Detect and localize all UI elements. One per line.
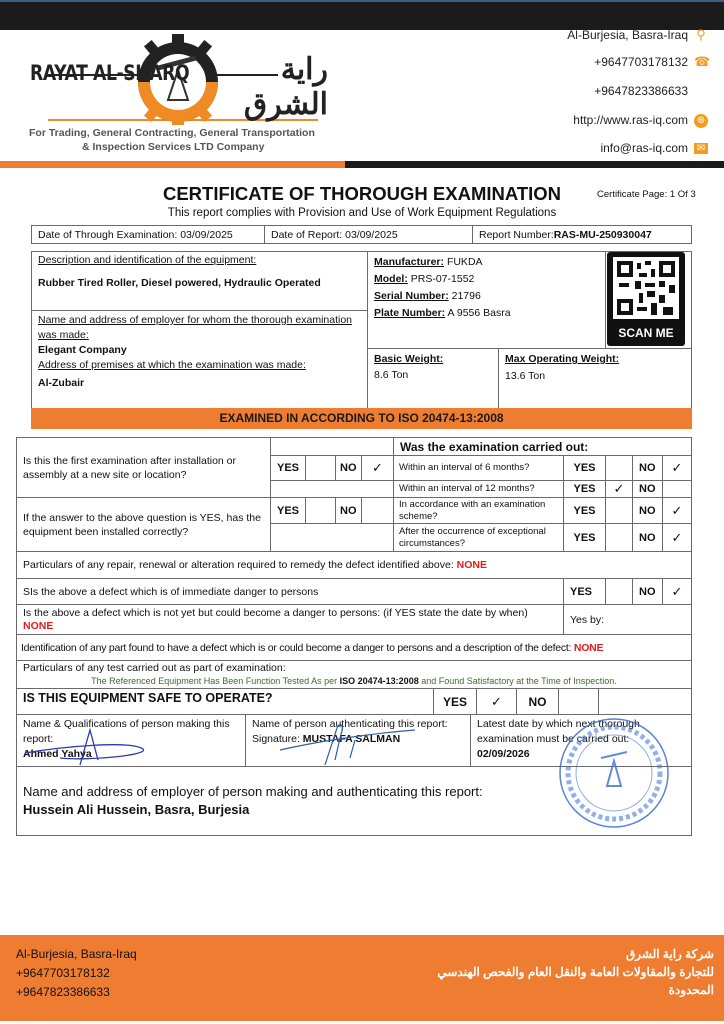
logo-text-en: RAYAT AL-SHARQ — [30, 61, 190, 85]
certificate-page-number: Certificate Page: 1 Of 3 — [597, 189, 696, 200]
report-date — [264, 225, 473, 244]
scheme-no[interactable]: NO — [632, 497, 663, 524]
interval-12-no-box[interactable] — [662, 480, 692, 498]
exceptional-yes-box[interactable] — [605, 523, 633, 552]
future-danger-text: Is the above a defect which is not yet but could become a danger to persons: (if YES state the date by when) — [23, 606, 528, 619]
future-danger — [16, 604, 564, 635]
serial-label: Serial Number: — [374, 290, 449, 302]
immediate-danger-no[interactable]: NO — [632, 578, 663, 605]
safe-no-box[interactable] — [558, 688, 599, 715]
manufacturer-value: FUKDA — [446, 256, 483, 268]
scheme-yes-box[interactable] — [605, 497, 633, 524]
exceptional-no-check[interactable]: ✓ — [662, 523, 692, 552]
manufacturer-label: Manufacturer: — [374, 256, 445, 268]
blank-cell — [598, 688, 692, 715]
scan-me-label: SCAN ME — [618, 326, 674, 340]
blank-cell — [270, 523, 394, 552]
safe-no[interactable]: NO — [516, 688, 559, 715]
employer-block-value: Hussein Ali Hussein, Basra, Burjesia — [23, 802, 250, 817]
identification-label: Identification of any part found to have a defect which is or could become a danger to persons and a description of the defect: — [21, 641, 574, 654]
tests-iso: ISO 20474-13:2008 — [339, 676, 419, 686]
report-date-text: Date of Report: 03/09/2025 — [271, 228, 398, 241]
immediate-danger-text: SIs the above a defect which is of immediate danger to persons — [23, 585, 319, 598]
logo-text-ar: راية الشرق — [243, 53, 328, 121]
contact-phone-2[interactable]: +9647823386633 — [594, 84, 688, 98]
safe-question-text: IS THIS EQUIPMENT SAFE TO OPERATE? — [23, 691, 273, 705]
footer-address: Al-Burjesia, Basra-Iraq — [16, 947, 137, 961]
next-exam-date: 02/09/2026 — [477, 748, 530, 760]
employer-block-label: Name and address of employer of person making and authenticating this report: — [23, 784, 483, 799]
first-exam-no[interactable]: NO — [335, 455, 362, 481]
report-number — [472, 225, 692, 244]
interval-text: In accordance with an examination scheme? — [399, 499, 546, 522]
plate-label: Plate Number: — [374, 307, 446, 319]
employer-label: Name and address of employer for whom the thorough examination was made: — [38, 314, 353, 341]
contact-address: Al-Burjesia, Basra-Iraq — [567, 28, 688, 42]
basic-weight — [367, 348, 499, 409]
safe-yes[interactable]: YES — [433, 688, 477, 715]
interval-12-months — [393, 480, 564, 498]
interval-text: Within an interval of 6 months? — [399, 462, 530, 474]
carried-out-title-text: Was the examination carried out: — [400, 439, 589, 454]
header-divider-black — [345, 161, 724, 168]
identification-value: NONE — [573, 641, 604, 654]
equipment-description-label: Description and identification of the equipment: — [38, 254, 257, 266]
future-danger-value: NONE — [23, 619, 54, 632]
interval-12-no[interactable]: NO — [632, 480, 663, 498]
auth-label: Name of person authenticating this report: — [252, 718, 448, 730]
installed-yes[interactable]: YES — [270, 497, 306, 524]
tests-text-post: and Found Satisfactory at the Time of Inspection. — [418, 676, 617, 686]
auth-signature-label: Signature: — [252, 733, 303, 745]
iso-banner: EXAMINED IN ACCORDING TO ISO 20474-13:2008 — [31, 408, 692, 429]
carried-out-title — [393, 437, 692, 456]
plate-value: A 9556 Basra — [447, 307, 511, 319]
company-logo — [28, 30, 328, 125]
tests-text-pre: The Referenced Equipment Has Been Function Tested As per — [91, 676, 340, 686]
first-exam-yes-box[interactable] — [305, 455, 336, 481]
installed-yes-box[interactable] — [305, 497, 336, 524]
max-weight-label: Max Operating Weight: — [505, 353, 620, 365]
interval-12-yes[interactable]: YES — [563, 480, 606, 498]
yes-by-label: Yes by: — [570, 613, 605, 626]
premises-label: Address of premises at which the examination was made: — [38, 359, 306, 371]
blank-cell — [270, 480, 394, 498]
exam-date-text: Date of Through Examination: 03/09/2025 — [38, 228, 233, 241]
interval-exceptional — [393, 523, 564, 552]
repair-particulars — [16, 551, 692, 579]
safe-yes-check[interactable]: ✓ — [476, 688, 517, 715]
blank-cell — [270, 437, 394, 456]
max-weight-value: 13.6 Ton — [505, 370, 546, 382]
auth-name: MUSTAFA SALMAN — [302, 733, 401, 745]
page-title: CERTIFICATE OF THOROUGH EXAMINATION — [162, 183, 562, 204]
model-value: PRS-07-1552 — [410, 273, 475, 285]
footer — [0, 935, 724, 1021]
footer-phone-1[interactable]: +9647703178132 — [16, 966, 110, 980]
next-exam-label: Latest date by which next thorough examination must be carried out: — [477, 718, 640, 745]
maker-signature — [20, 725, 150, 770]
question-installed-correctly — [16, 497, 271, 552]
footer-arabic-2: للتجارة والمقاولات العامة والنقل العام والفحص الهندسي — [437, 965, 714, 979]
question-installed-correctly-text: If the answer to the above question is YES, has the equipment been installed correctly? — [23, 511, 261, 538]
immediate-danger — [16, 578, 564, 605]
question-first-exam — [16, 437, 271, 498]
exceptional-no[interactable]: NO — [632, 523, 663, 552]
equipment-description-value: Rubber Tired Roller, Diesel powered, Hydraulic Operated — [38, 277, 321, 289]
first-exam-no-check[interactable]: ✓ — [361, 455, 394, 481]
contact-email[interactable]: info@ras-iq.com — [600, 141, 688, 155]
immediate-danger-yes[interactable]: YES — [563, 578, 606, 605]
contact-phone-1[interactable]: +9647703178132 — [594, 55, 688, 69]
scheme-no-check[interactable]: ✓ — [662, 497, 692, 524]
premises-value: Al-Zubair — [38, 377, 85, 389]
maker-name: Ahmed Yahya — [23, 748, 92, 760]
exceptional-yes[interactable]: YES — [563, 523, 606, 552]
employer-details — [31, 310, 368, 409]
authenticator-signature — [275, 720, 425, 770]
location-pin-icon: ⚲ — [696, 27, 706, 42]
mail-icon: ✉ — [694, 143, 708, 154]
test-particulars — [16, 660, 692, 689]
interval-6-months — [393, 455, 564, 481]
interval-6-yes-box[interactable] — [605, 455, 633, 481]
phone-icon: ☎ — [694, 54, 711, 69]
interval-text: Within an interval of 12 months? — [399, 483, 535, 495]
qr-code[interactable] — [607, 252, 685, 346]
interval-scheme — [393, 497, 564, 524]
scheme-yes[interactable]: YES — [563, 497, 606, 524]
first-exam-yes[interactable]: YES — [270, 455, 306, 481]
installed-no[interactable]: NO — [335, 497, 362, 524]
installed-no-box[interactable] — [361, 497, 394, 524]
equipment-description — [31, 251, 368, 311]
model-label: Model: — [374, 273, 408, 285]
maker-label: Name & Qualifications of person making this report: — [23, 718, 230, 745]
footer-phone-2[interactable]: +9647823386633 — [16, 985, 110, 999]
tagline-line-1: For Trading, General Contracting, General Transportation — [29, 127, 315, 139]
basic-weight-value: 8.6 Ton — [374, 369, 409, 381]
report-number-label: Report Number: — [479, 228, 554, 241]
company-stamp — [557, 716, 672, 831]
top-bar — [0, 0, 724, 30]
tests-label: Particulars of any test carried out as part of examination: — [23, 662, 286, 674]
defect-identification — [16, 634, 692, 661]
interval-6-no[interactable]: NO — [632, 455, 663, 481]
immediate-danger-no-check[interactable]: ✓ — [662, 578, 692, 605]
tagline-line-2: & Inspection Services LTD Company — [82, 141, 265, 153]
qr-code-icon — [613, 257, 679, 319]
footer-arabic-1: شركة راية الشرق — [625, 947, 714, 961]
max-operating-weight — [498, 348, 692, 409]
immediate-danger-yes-box[interactable] — [605, 578, 633, 605]
header-divider-orange — [0, 161, 345, 168]
employer-value: Elegant Company — [38, 344, 127, 356]
interval-6-yes[interactable]: YES — [563, 455, 606, 481]
repair-label: Particulars of any repair, renewal or alteration required to remedy the defect identified above: — [23, 559, 457, 571]
footer-arabic-3: المحدودة — [668, 983, 714, 997]
contact-website[interactable]: http://www.ras-iq.com — [573, 113, 688, 127]
serial-value: 21796 — [451, 290, 481, 302]
interval-text: After the occurrence of exceptional circumstances? — [399, 526, 546, 549]
yes-by-field[interactable] — [563, 604, 692, 635]
page-subtitle: This report complies with Provision and Use of Work Equipment Regulations — [167, 207, 557, 219]
globe-icon: ⊕ — [694, 114, 708, 128]
basic-weight-label: Basic Weight: — [374, 353, 444, 365]
question-first-exam-text: Is this the first examination after installation or assembly at a new site or location? — [23, 454, 237, 481]
repair-value: NONE — [456, 559, 488, 571]
interval-12-yes-check[interactable]: ✓ — [605, 480, 633, 498]
interval-6-no-check[interactable]: ✓ — [662, 455, 692, 481]
safe-to-operate — [16, 688, 434, 715]
report-number-value: RAS-MU-250930047 — [553, 228, 652, 241]
exam-date — [31, 225, 265, 244]
equipment-specs — [367, 251, 606, 349]
